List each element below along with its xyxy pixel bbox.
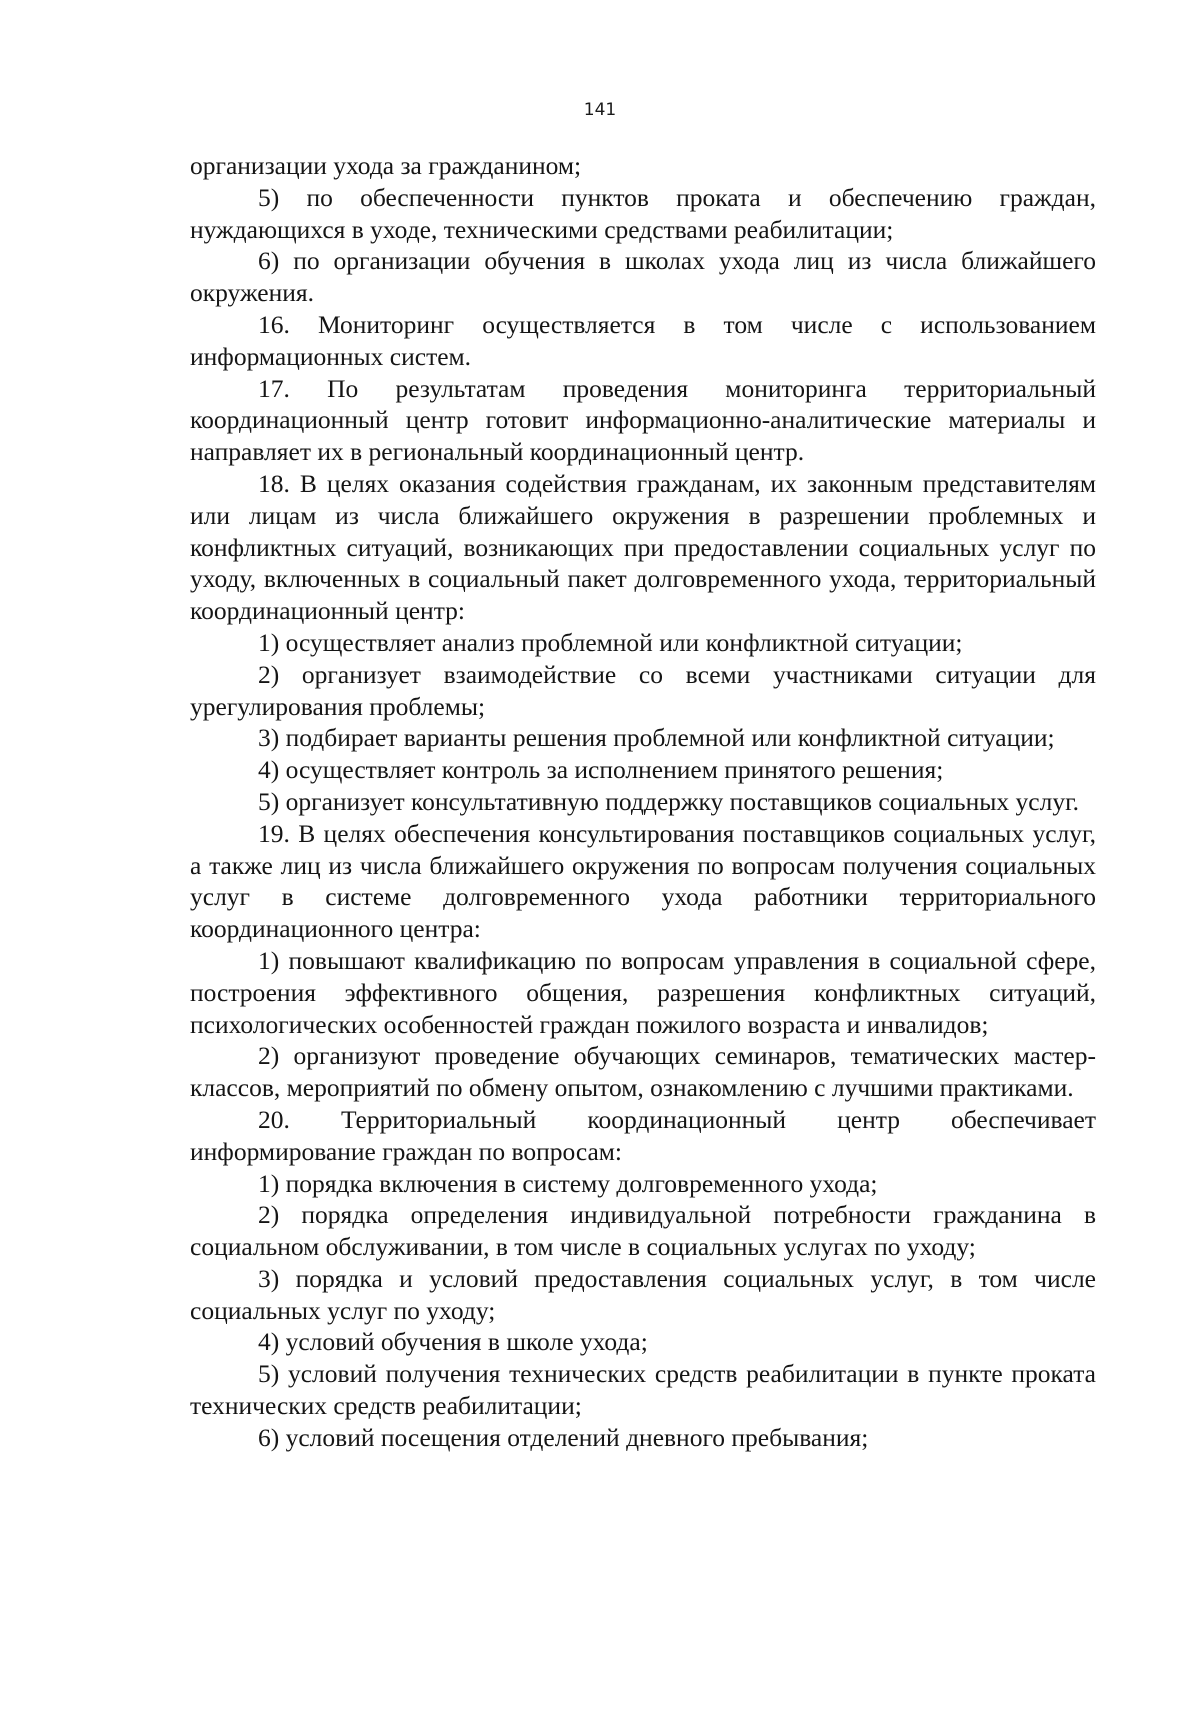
clause-16-monitoring: 16. Мониторинг осуществляется в том числе с использованием информационных систем. bbox=[190, 309, 1096, 371]
clause-18-assistance: 18. В целях оказания содействия гражданам, их законным представителям или лицам из числа ближайшего окружения в разрешении проблемных и конфликтных ситуаций, возникающих при предоставлении социальных услуг по уходу, включенных в социальный пакет долговременного ухода, территориальный координационный центр: bbox=[190, 468, 1096, 626]
clause-19-consulting: 19. В целях обеспечения консультирования поставщиков социальных услуг, а также лиц из числа ближайшего окружения по вопросам получения социальных услуг в системе долговременного ухода работники территориального координационного центра: bbox=[190, 818, 1096, 944]
document-body bbox=[190, 150, 1096, 1454]
clause-18-item-5: 5) организует консультативную поддержку поставщиков социальных услуг. bbox=[258, 786, 1080, 816]
clause-18-item-1: 1) осуществляет анализ проблемной или конфликтной ситуации; bbox=[258, 627, 963, 657]
clause-18-item-2: 2) организует взаимодействие со всеми участниками ситуации для урегулирования проблемы; bbox=[190, 659, 1096, 721]
clause-17-results: 17. По результатам проведения мониторинга территориальный координационный центр готовит информационно-аналитические материалы и направляет их в региональный координационный центр. bbox=[190, 373, 1096, 467]
clause-20-item-5: 5) условий получения технических средств реабилитации в пункте проката технических средств реабилитации; bbox=[190, 1359, 1096, 1421]
clause-20-item-2: 2) порядка определения индивидуальной потребности гражданина в социальном обслуживании, в том числе в социальных услугах по уходу; bbox=[190, 1200, 1096, 1262]
clause-19-item-1: 1) повышают квалификацию по вопросам управления в социальной сфере, построения эффективного общения, разрешения конфликтных ситуаций, психологических особенностей граждан пожилого возраста и инвалидов; bbox=[190, 945, 1096, 1039]
clause-18-item-4: 4) осуществляет контроль за исполнением принятого решения; bbox=[258, 755, 944, 785]
clause-20-item-6: 6) условий посещения отделений дневного пребывания; bbox=[258, 1422, 869, 1452]
clause-20-item-4: 4) условий обучения в школе ухода; bbox=[258, 1327, 648, 1357]
clause-20-item-1: 1) порядка включения в систему долговременного ухода; bbox=[258, 1168, 878, 1198]
list-item-6-training-schools: 6) по организации обучения в школах ухода лиц из числа ближайшего окружения. bbox=[190, 246, 1096, 308]
clause-19-item-2: 2) организуют проведение обучающих семинаров, тематических мастер-классов, мероприятий по обмену опытом, ознакомлению с лучшими практиками. bbox=[190, 1041, 1096, 1103]
clause-20-item-3: 3) порядка и условий предоставления социальных услуг, в том числе социальных услуг по уходу; bbox=[190, 1263, 1096, 1325]
list-item-5-rental-points: 5) по обеспеченности пунктов проката и обеспечению граждан, нуждающихся в уходе, техническими средствами реабилитации; bbox=[190, 182, 1096, 244]
page-number: 141 bbox=[583, 100, 617, 120]
paragraph-continuation: организации ухода за гражданином; bbox=[190, 151, 582, 180]
clause-18-item-3: 3) подбирает варианты решения проблемной или конфликтной ситуации; bbox=[258, 723, 1055, 753]
clause-20-informing: 20. Территориальный координационный центр обеспечивает информирование граждан по вопросам: bbox=[190, 1104, 1096, 1166]
